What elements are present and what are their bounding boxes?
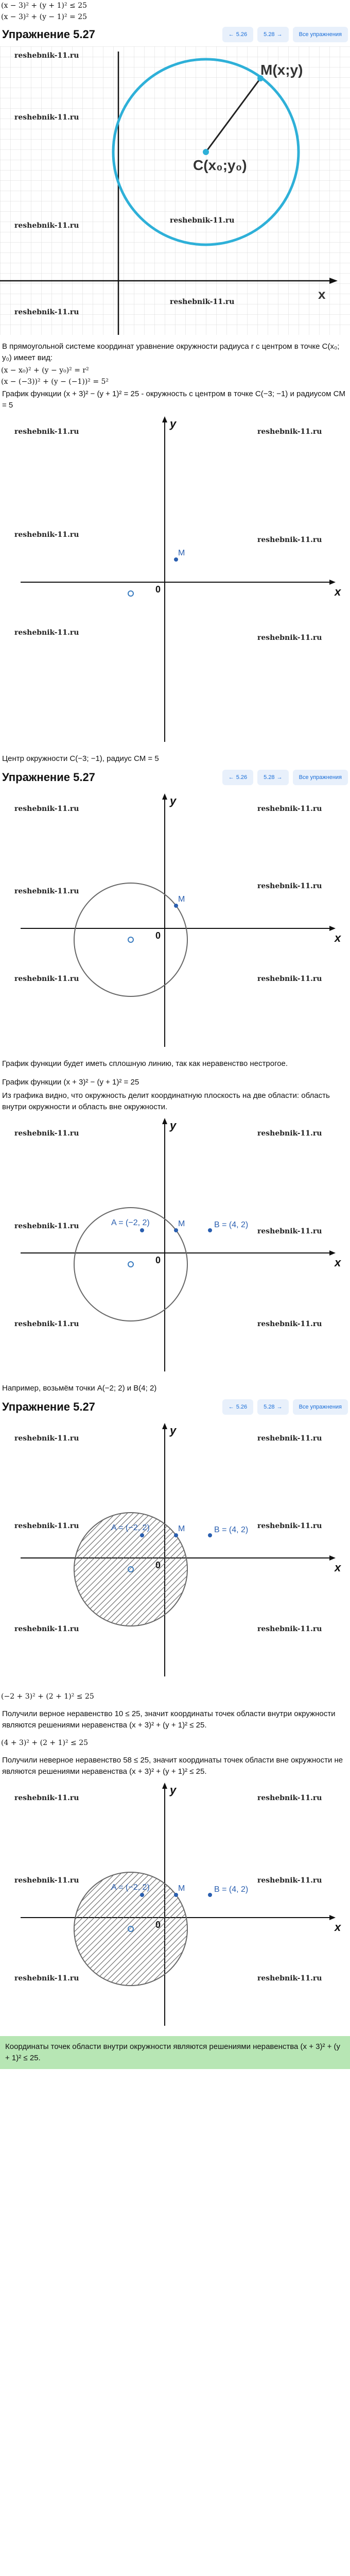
x-axis-label: x <box>335 931 341 944</box>
point-a <box>140 1533 144 1537</box>
watermark: reshebnik-11.ru <box>257 1434 322 1443</box>
point-a <box>140 1893 144 1897</box>
y-axis-arrow <box>162 793 167 800</box>
x-axis-arrow <box>329 1250 336 1256</box>
circle-schematic-figure <box>0 46 350 335</box>
watermark: reshebnik-11.ru <box>14 805 79 813</box>
watermark: reshebnik-11.ru <box>14 629 79 637</box>
arrow-right-icon: → <box>276 31 283 38</box>
watermark: reshebnik-11.ru <box>14 1434 79 1443</box>
center-point <box>128 591 133 596</box>
all-exercises-button[interactable]: Все упражнения <box>293 1399 348 1415</box>
paragraph: График функции (x + 3)² − (y + 1)² = 25 <box>2 1078 139 1087</box>
paragraph: Получили верное неравенство 10 ≤ 25, значит координаты точек области внутри окружности являются решениями неравенства (x + 3)² + (y + 1)² ≤ 25. <box>2 1709 336 1730</box>
formula: (x − x₀)² + (y − y₀)² = r² <box>1 366 89 375</box>
formula: (−2 + 3)² + (2 + 1)² ≤ 25 <box>1 1692 94 1701</box>
m-point <box>174 1533 178 1537</box>
x-axis-label: x <box>318 286 326 302</box>
x-axis-label: x <box>335 585 341 598</box>
arrow-left-icon: ← <box>228 31 234 38</box>
point-b-label: B = (4, 2) <box>214 1221 249 1229</box>
arrow-right-icon: → <box>276 774 283 781</box>
section-header <box>0 766 350 789</box>
watermark: reshebnik-11.ru <box>14 1522 79 1530</box>
m-label: M(x;y) <box>260 62 303 78</box>
section-title: Упражнение 5.27 <box>2 771 95 784</box>
watermark: reshebnik-11.ru <box>257 1876 322 1885</box>
arrow-left-icon: ← <box>228 1404 234 1410</box>
plot-4 <box>0 1419 350 1687</box>
watermark: reshebnik-11.ru <box>14 1974 79 1982</box>
plot-3 <box>0 1114 350 1382</box>
x-axis-label: x <box>335 1256 341 1269</box>
y-axis-arrow <box>162 1423 167 1429</box>
paragraph: Например, возьмём точки A(−2; 2) и B(4; 2) <box>2 1384 157 1393</box>
plot-3-svg <box>0 1114 350 1382</box>
plot-2 <box>0 789 350 1057</box>
y-axis-label: y <box>170 1424 177 1437</box>
watermark: reshebnik-11.ru <box>257 536 322 544</box>
exercise-nav <box>222 27 348 42</box>
paragraph: Получили неверное неравенство 58 ≤ 25, значит координаты точек области вне окружности не являются решениями неравенства (x + 3)² + (y + 1)² ≤ 25. <box>2 1756 343 1776</box>
origin-label: 0 <box>155 1255 161 1265</box>
watermark: reshebnik-11.ru <box>14 222 79 230</box>
paragraph: Из графика видно, что окружность делит координатную плоскость на две области: область внутри окружности и область вне окружности. <box>2 1091 330 1111</box>
prev-exercise-button[interactable]: ← 5.26 <box>222 1399 253 1415</box>
all-exercises-button[interactable]: Все упражнения <box>293 27 348 42</box>
watermark: reshebnik-11.ru <box>14 428 79 436</box>
section-title: Упражнение 5.27 <box>2 1400 95 1413</box>
watermark: reshebnik-11.ru <box>14 887 79 895</box>
watermark: reshebnik-11.ru <box>14 531 79 539</box>
watermark: reshebnik-11.ru <box>14 1222 79 1230</box>
exercise-nav <box>222 1399 348 1415</box>
watermark: reshebnik-11.ru <box>257 428 322 436</box>
center-point <box>203 149 209 155</box>
next-exercise-button[interactable]: 5.28 → <box>257 1399 288 1415</box>
m-point <box>174 904 178 908</box>
arrow-right-icon: → <box>276 1404 283 1410</box>
exercise-nav <box>222 770 348 785</box>
formula: (x − (−3))² + (y − (−1))² = 5² <box>1 378 109 386</box>
plot-2-svg <box>0 789 350 1057</box>
m-point <box>174 1228 178 1232</box>
m-label: M <box>178 895 185 904</box>
watermark: reshebnik-11.ru <box>170 298 235 306</box>
center-label: C(x₀;y₀) <box>193 157 247 173</box>
y-axis-label: y <box>170 794 177 807</box>
point-a <box>140 1228 144 1232</box>
plot-1 <box>0 412 350 752</box>
x-axis-arrow <box>329 1555 336 1561</box>
paragraph: График функции будет иметь сплошную линию, так как неравенство нестрогое. <box>2 1059 288 1068</box>
watermark: reshebnik-11.ru <box>257 1794 322 1802</box>
m-label: M <box>178 1219 185 1228</box>
point-b-label: B = (4, 2) <box>214 1526 249 1534</box>
watermark: reshebnik-11.ru <box>14 1129 79 1138</box>
plot-1-svg <box>0 412 350 752</box>
top-formula-2: (x − 3)² + (y − 1)² = 25 <box>1 13 87 21</box>
paragraph: Центр окружности C(−3; −1), радиус CM = 5 <box>2 754 159 763</box>
point-b <box>208 1893 212 1897</box>
top-formula-1: (x − 3)² + (y + 1)² ≤ 25 <box>1 2 87 10</box>
y-axis-arrow <box>162 1783 167 1789</box>
x-axis-label: x <box>335 1921 341 1934</box>
x-axis-arrow <box>329 926 336 931</box>
watermark: reshebnik-11.ru <box>14 1625 79 1633</box>
point-a-label: A = (−2, 2) <box>111 1883 150 1892</box>
formula: (4 + 3)² + (2 + 1)² ≤ 25 <box>1 1739 89 1747</box>
watermark: reshebnik-11.ru <box>257 1320 322 1328</box>
point-b <box>208 1228 212 1232</box>
point-b-label: B = (4, 2) <box>214 1885 249 1894</box>
prev-exercise-button[interactable]: ← 5.26 <box>222 27 253 42</box>
m-label: M <box>178 1884 185 1893</box>
y-axis-label: y <box>170 1784 177 1797</box>
y-axis-arrow <box>162 1118 167 1124</box>
conclusion-box <box>0 2036 350 2069</box>
watermark: reshebnik-11.ru <box>14 308 79 316</box>
m-label: M <box>178 1524 185 1533</box>
circle-schematic-svg <box>0 46 350 335</box>
y-axis-label: y <box>170 417 177 430</box>
watermark: reshebnik-11.ru <box>14 975 79 983</box>
plot-5-svg <box>0 1778 350 2036</box>
circle-outline <box>74 883 187 996</box>
origin-label: 0 <box>155 930 161 941</box>
plot-4-svg <box>0 1419 350 1687</box>
watermark: reshebnik-11.ru <box>257 1227 322 1235</box>
center-point <box>128 937 133 942</box>
watermark: reshebnik-11.ru <box>170 216 235 225</box>
point-a-label: A = (−2, 2) <box>111 1523 150 1532</box>
watermark: reshebnik-11.ru <box>14 1794 79 1802</box>
watermark: reshebnik-11.ru <box>14 1320 79 1328</box>
m-label: M <box>178 549 185 557</box>
watermark: reshebnik-11.ru <box>257 1625 322 1633</box>
conclusion-text: Координаты точек области внутри окружности являются решениями неравенства (x + 3)² + (y + 1)² ≤ 25. <box>5 2042 341 2062</box>
watermark: reshebnik-11.ru <box>14 1876 79 1885</box>
next-exercise-button[interactable]: 5.28 → <box>257 27 288 42</box>
section-header <box>0 1395 350 1419</box>
watermark: reshebnik-11.ru <box>257 805 322 813</box>
plot-5 <box>0 1778 350 2036</box>
section-title: Упражнение 5.27 <box>2 28 95 41</box>
arrow-left-icon: ← <box>228 774 234 781</box>
x-axis-arrow <box>329 580 336 585</box>
watermark: reshebnik-11.ru <box>257 975 322 983</box>
point-a-label: A = (−2, 2) <box>111 1218 150 1227</box>
watermark: reshebnik-11.ru <box>257 1129 322 1138</box>
origin-label: 0 <box>155 584 161 595</box>
all-exercises-button[interactable]: Все упражнения <box>293 770 348 785</box>
m-point <box>174 1893 178 1897</box>
watermark: reshebnik-11.ru <box>14 113 79 122</box>
watermark: reshebnik-11.ru <box>257 1522 322 1530</box>
paragraph: В прямоугольной системе координат уравнение окружности радиуса r с центром в точке C(x₀; y₀) имеет вид: <box>2 342 340 362</box>
watermark: reshebnik-11.ru <box>257 882 322 890</box>
next-exercise-button[interactable]: 5.28 → <box>257 770 288 785</box>
section-header <box>0 23 350 46</box>
watermark: reshebnik-11.ru <box>257 1974 322 1982</box>
watermark: reshebnik-11.ru <box>14 52 79 60</box>
paragraph: График функции (x + 3)² − (y + 1)² = 25 - окружность с центром в точке C(−3; −1) и радиусом CM = 5 <box>2 389 345 410</box>
watermark: reshebnik-11.ru <box>257 634 322 642</box>
y-axis-label: y <box>170 1119 177 1132</box>
x-axis-arrow <box>329 1915 336 1920</box>
y-axis-arrow <box>162 416 167 422</box>
m-point <box>174 557 178 562</box>
prev-exercise-button[interactable]: ← 5.26 <box>222 770 253 785</box>
x-axis-label: x <box>335 1561 341 1574</box>
point-b <box>208 1533 212 1537</box>
center-point <box>128 1262 133 1267</box>
